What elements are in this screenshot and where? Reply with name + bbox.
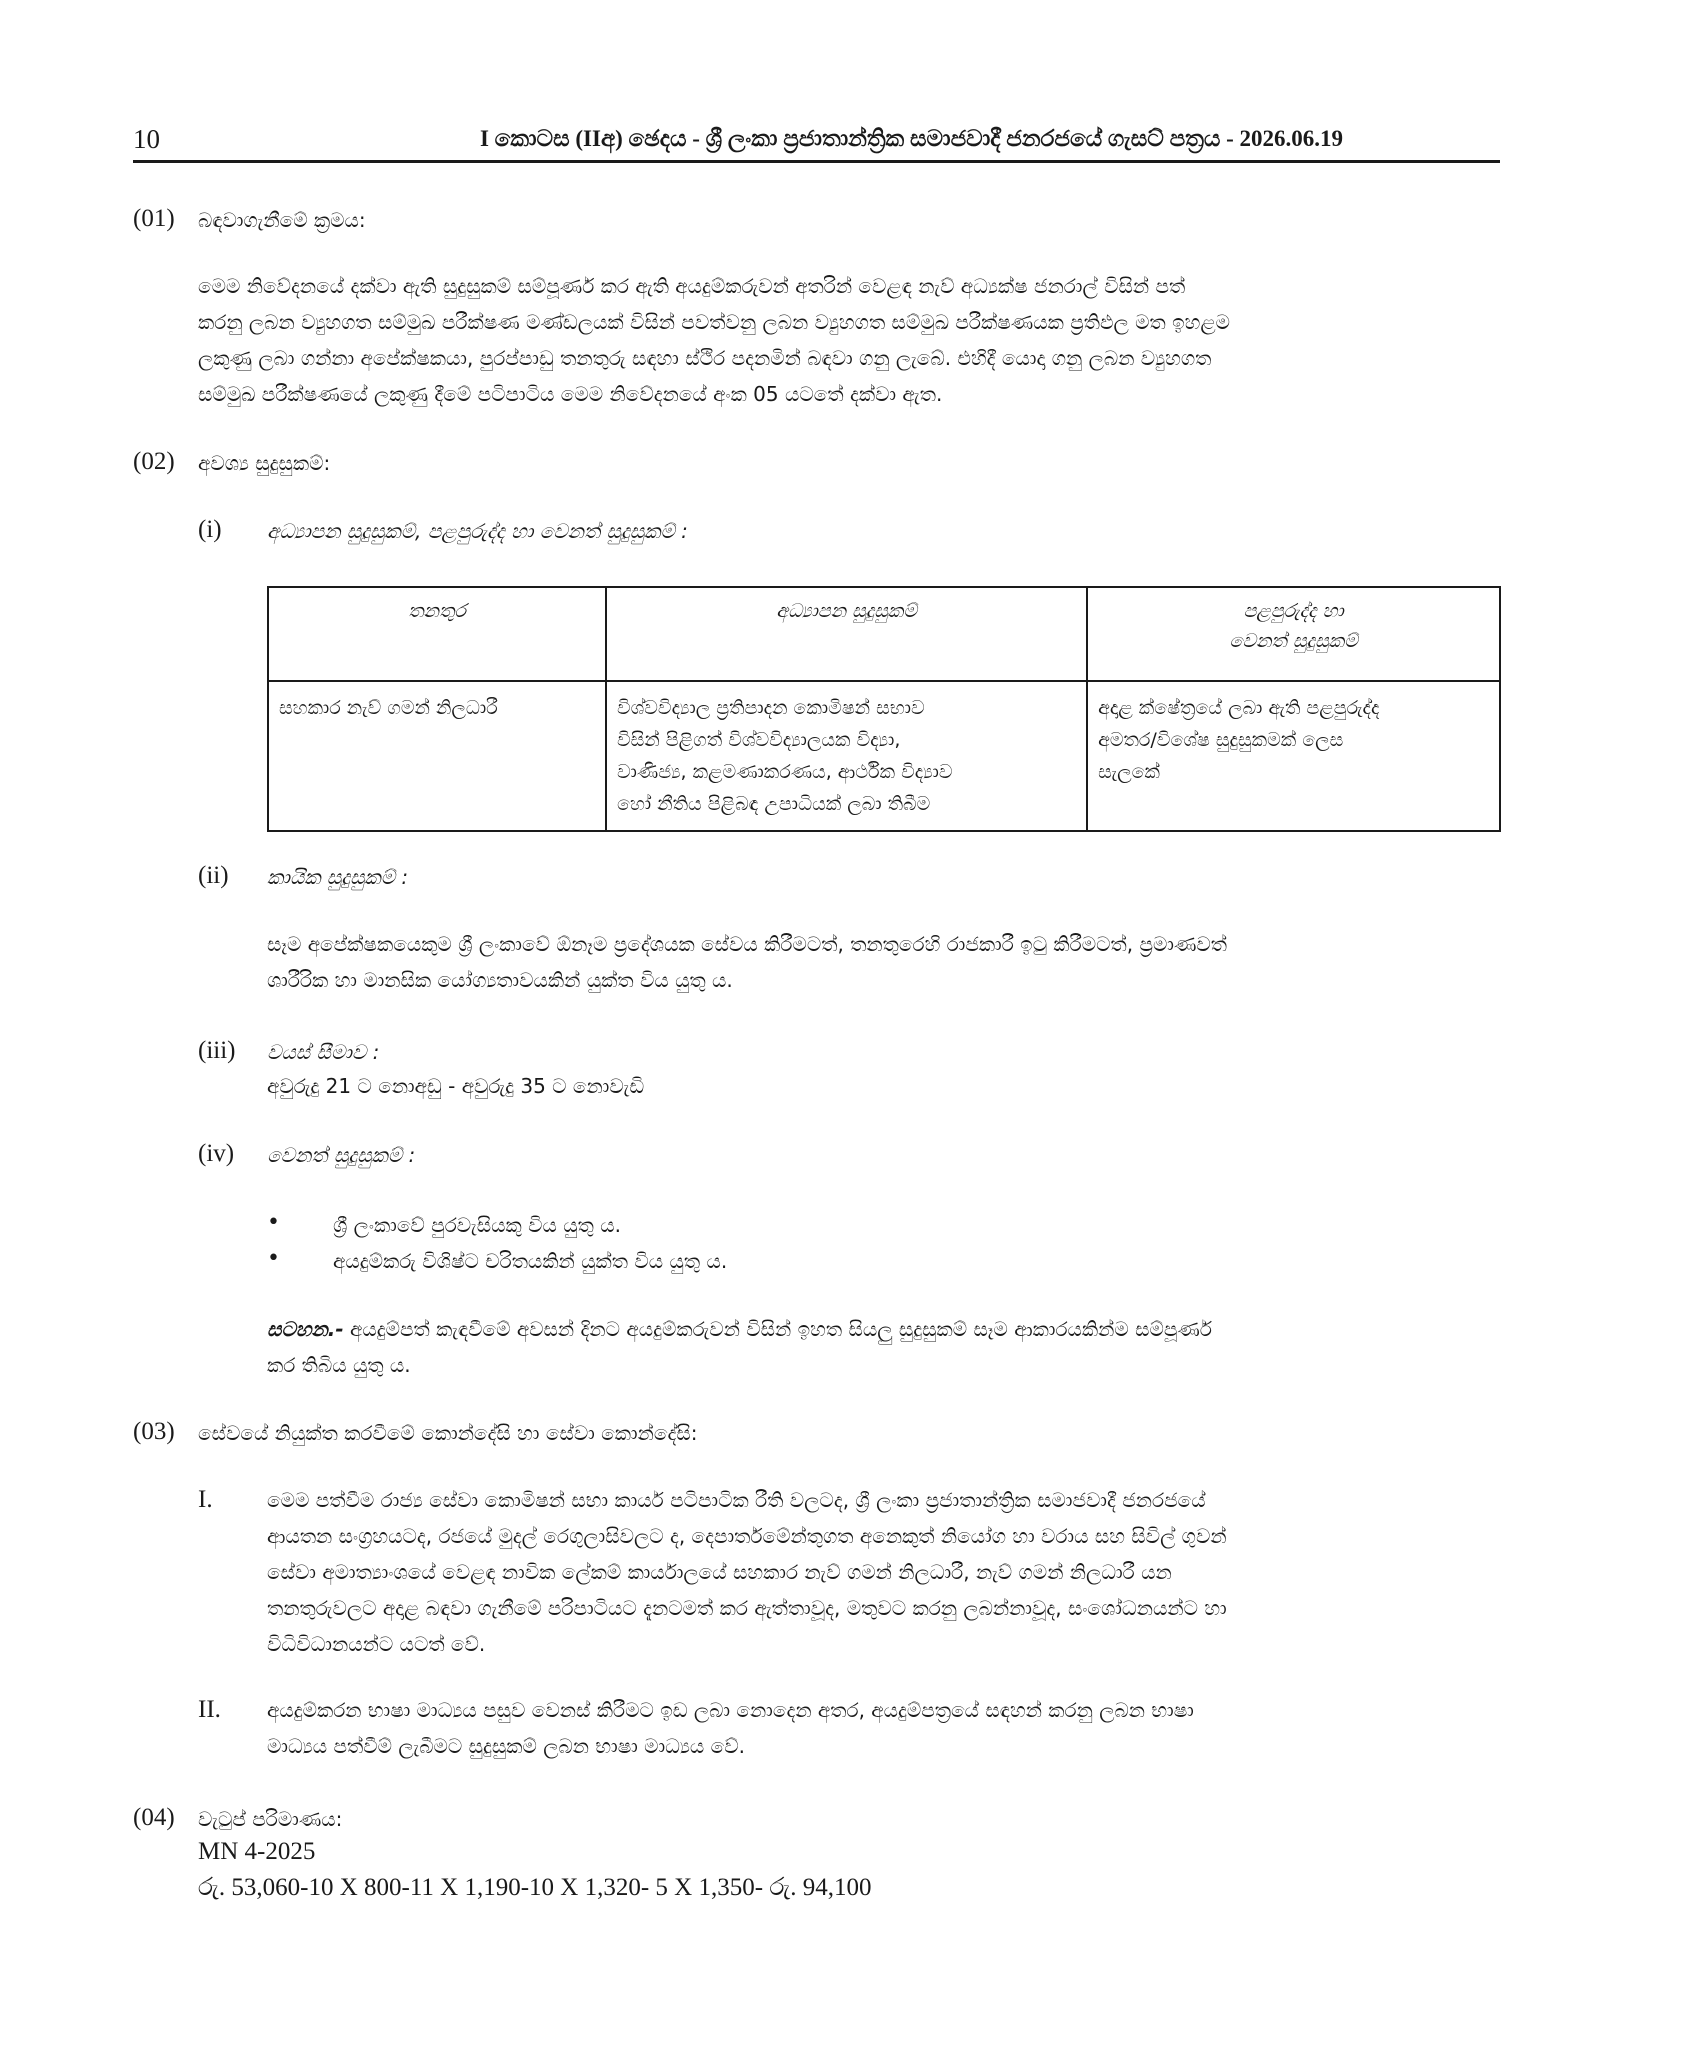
section-number: (04) <box>133 1804 175 1831</box>
section-paragraph <box>198 268 1500 412</box>
qualifications-table <box>267 586 1501 832</box>
text-line: ශාරීරික හා මානසික යෝග්‍යතාවයකින් යුක්ත විය යුතු ය. <box>267 968 733 992</box>
column-header <box>1087 587 1500 681</box>
subsection-heading: වයස් සීමාව : <box>267 1040 380 1064</box>
subsection-number: (i) <box>198 516 222 543</box>
age-limit-text: අවුරුදු 21 ට නොඅඩු - අවුරුදු 35 ට නොවැඩි <box>267 1074 645 1098</box>
text-line: මාධ්‍යය පත්වීම් ලැබීමට සුදුසුකම් ලබන භාෂා මාධ්‍යය වේ. <box>267 1734 745 1758</box>
education-cell <box>606 681 1087 831</box>
text-line: සේවා අමාත්‍යාංශයේ වෙළඳ නාවික ලේකම් කාර්යාලයේ සහකාර නැව් ගමන් නිලධාරී, නැව් ගමන් නිලධාරී යන <box>267 1560 1172 1584</box>
experience-cell <box>1087 681 1500 831</box>
subsection-heading: කායික සුදුසුකම් : <box>267 865 409 889</box>
text-line: මෙම පත්වීම රාජ්‍ය සේවා කොමිෂන් සභා කාර්ය පටිපාටික රීති වලටද, ශ්‍රී ලංකා ප්‍රජාතාන්ත්‍රික සමාජවාදී ජනරජයේ <box>267 1488 1206 1512</box>
section-heading: අවශ්‍ය සුදුසුකම්: <box>198 451 331 475</box>
text-line: අයදුම්කරන භාෂා මාධ්‍යය පසුව වෙනස් කිරීමට ඉඩ ලබා නොදෙන අතර, අයදුම්පත්‍රයේ සඳහන් කරනු ලබන භාෂා <box>267 1698 1194 1722</box>
cell-line: අමතර/විශේෂ සුදුසුකමක් ලෙස <box>1098 729 1344 751</box>
clause-number: I. <box>198 1486 213 1513</box>
subsection-number: (iii) <box>198 1037 236 1064</box>
post-cell: සහකාර නැව් ගමන් නිලධාරී <box>268 681 606 831</box>
cell-line: සැලකේ <box>1098 761 1160 783</box>
text-line: සම්මුඛ පරීක්ෂණයේ ලකුණු දීමේ පටිපාටිය මෙම නිවේදනයේ අංක 05 යටතේ දක්වා ඇත. <box>198 382 943 406</box>
text-line: කර තිබිය යුතු ය. <box>267 1353 411 1377</box>
page-number: 10 <box>133 124 160 154</box>
text-line: කරනු ලබන ව්‍යුහගත සම්මුඛ පරීක්ෂණ මණ්ඩලයක් විසින් පවත්වනු ලබන ව්‍යුහගත සම්මුඛ පරීක්ෂණයක ප්‍රතිඵල මත ඉහළම <box>198 310 1231 334</box>
subsection-heading: අධ්‍යාපන සුදුසුකම්, පළපුරුද්ද හා වෙනත් සුදුසුකම් : <box>267 519 688 543</box>
salary-scale: රු. 53,060-10 X 800-11 X 1,190-10 X 1,320- 5 X 1,350- රු. 94,100 <box>198 1874 872 1901</box>
header-line: පළපුරුද්ද හා <box>1243 600 1344 622</box>
subsection-number: (iv) <box>198 1140 235 1167</box>
table-row <box>268 681 1500 831</box>
list-item: අයදුම්කරු විශිෂ්ට චරිතයකින් යුක්ත විය යුතු ය. <box>333 1249 728 1273</box>
clause-paragraph <box>267 1482 1500 1662</box>
text-line: ලකුණු ලබා ගන්නා අපේක්ෂකයා, පුරප්පාඩු තනතුරු සඳහා ස්ථිර පදනමින් බඳවා ගනු ලැබේ. එහිදී යොදා ගනු ලබන ව්‍යුහගත <box>198 346 1212 370</box>
clause-paragraph <box>267 1692 1500 1764</box>
text-line: තනතුරුවලට අදාළ බඳවා ගැනීමේ පරිපාටියට දැනටමත් කර ඇත්තාවූද, මතුවට කරනු ලබන්නාවූද, සංශෝධනයන්ට හා <box>267 1596 1227 1620</box>
cell-line: විශ්වවිද්‍යාල ප්‍රතිපාදන කොමිෂන් සභාව <box>617 697 925 719</box>
section-number: (03) <box>133 1418 175 1445</box>
table-header-row <box>268 587 1500 681</box>
note-paragraph <box>267 1311 1500 1383</box>
clause-number: II. <box>198 1696 221 1723</box>
section-number: (02) <box>133 448 175 475</box>
bullet-icon: • <box>267 1210 280 1235</box>
cell-line: වාණිජ්‍ය, කළමණාකරණය, ආර්ථික විද්‍යාව <box>617 761 953 783</box>
subsection-paragraph <box>267 926 1500 998</box>
header-line: වෙනත් සුදුසුකම් <box>1229 630 1358 652</box>
cell-line: විසින් පිළිගත් විශ්වවිද්‍යාලයක විද්‍යා, <box>617 729 901 751</box>
subsection-heading: වෙනත් සුදුසුකම් : <box>267 1143 416 1167</box>
page-header <box>133 118 1500 163</box>
text-line: සෑම අපේක්ෂකයෙකුම ශ්‍රී ලංකාවේ ඕනෑම ප්‍රදේශයක සේවය කිරීමටත්, තනතුරෙහි රාජකාරී ඉටු කිරීමටත්, ප්‍රමාණවත් <box>267 932 1228 956</box>
text-line: විධිවිධානයන්ට යටත් වේ. <box>267 1632 486 1656</box>
text-line: මෙම නිවේදනයේ දක්වා ඇති සුදුසුකම් සම්පූර්ණ කර ඇති අයදුම්කරුවන් අතරින් වෙළඳ නැව් අධ්‍යක්ෂ ජනරාල් විසින් පත් <box>198 274 1186 298</box>
cell-line: හෝ නීතිය පිළිබඳ උපාධියක් ලබා තිබීම <box>617 793 931 815</box>
list-item: ශ්‍රී ලංකාවේ පුරවැසියකු විය යුතු ය. <box>333 1213 621 1237</box>
text-line <box>267 1311 1500 1347</box>
subsection-number: (ii) <box>198 862 229 889</box>
section-heading: බඳවාගැනීමේ ක්‍රමය: <box>198 208 366 232</box>
note-label: සටහන.- <box>267 1317 344 1341</box>
note-text: අයදුම්පත් කැඳවීමේ අවසන් දිනට අයදුම්කරුවන් විසින් ඉහත සියලු සුදුසුකම් සෑම ආකාරයකින්ම සම්පූර්ණ <box>350 1317 1212 1341</box>
column-header: අධ්‍යාපන සුදුසුකම් <box>606 587 1087 681</box>
section-heading: වැටුප් පරිමාණය: <box>198 1807 343 1831</box>
header-title: I කොටස (IIඅ) ඡෙදය - ශ්‍රී ලංකා ප්‍රජාතාන්ත්‍රික සමාජවාදී ජනරජයේ ගැසට් පත්‍රය - 2026.06.19 <box>479 126 1344 151</box>
column-header: තනතුර <box>268 587 606 681</box>
salary-code: MN 4-2025 <box>198 1838 316 1865</box>
text-line: ආයතන සංග්‍රහයටද, රජයේ මුදල් රෙගුලාසිවලට ද, දෙපාර්තමේන්තුගත අනෙකුත් නියෝග හා වරාය සහ සිවිල් ගුවන් <box>267 1524 1227 1548</box>
section-number: (01) <box>133 205 175 232</box>
bullet-icon: • <box>267 1246 280 1271</box>
cell-line: අදාළ ක්ෂේත්‍රයේ ලබා ඇති පළපුරුද්ද <box>1098 697 1380 719</box>
section-heading: සේවයේ නියුක්ත කරවීමේ කොන්දේසි හා සේවා කොන්දේසි: <box>198 1421 698 1445</box>
